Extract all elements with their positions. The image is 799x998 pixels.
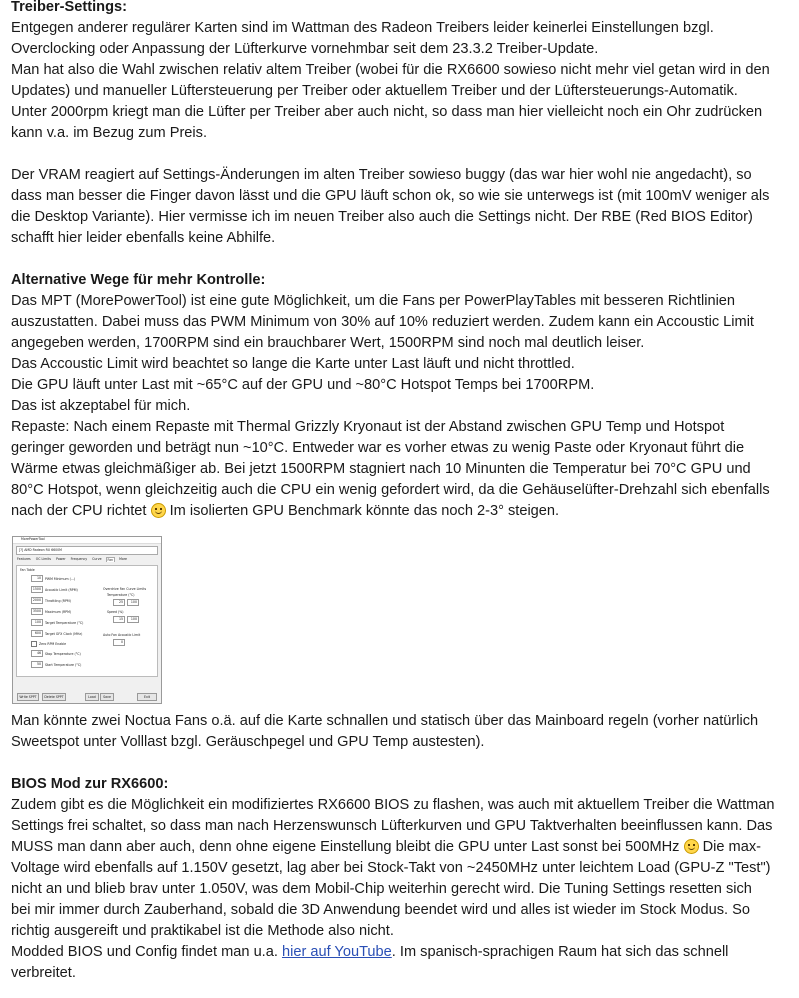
mpt-label: Auto Fan Acoustic Limit xyxy=(103,633,141,637)
paragraph-line xyxy=(11,837,791,858)
mpt-value: 46 xyxy=(31,650,43,657)
mpt-od-temp xyxy=(113,599,139,606)
mpt-label: Zero RPM Enable xyxy=(39,642,67,646)
heading-treiber-settings: Treiber-Settings: xyxy=(11,0,127,15)
mpt-label: Target Temperature (°C) xyxy=(45,620,84,625)
mpt-tab-fan: Fan xyxy=(107,558,114,562)
mpt-value: 600 xyxy=(31,630,43,637)
paragraph-line: Settings frei schaltet, so dass man nach Herzenswunsch Lüfterkurven und GPU Taktverhalten beeinflussen kann. Das xyxy=(11,818,773,834)
mpt-tab: Curve xyxy=(92,557,102,561)
mpt-value: 10 xyxy=(31,575,43,582)
mpt-tab: Features xyxy=(17,557,31,561)
mpt-value: 3500 xyxy=(32,609,41,613)
mpt-label: Overdrive Fan Curve Limits xyxy=(103,587,147,591)
mpt-delete-button[interactable]: Delete SPPT xyxy=(42,693,66,701)
youtube-link[interactable]: hier auf YouTube xyxy=(281,944,392,960)
mpt-row xyxy=(31,641,66,647)
mpt-value: 100 xyxy=(127,616,139,623)
mpt-label: Stop Temperature (°C) xyxy=(45,651,81,656)
mpt-tab: Power xyxy=(56,557,66,561)
mpt-row xyxy=(31,619,83,626)
mpt-value: 100 xyxy=(31,619,43,626)
mpt-row xyxy=(31,630,82,637)
mpt-group-title xyxy=(20,568,35,572)
mpt-label: Start Temperature (°C) xyxy=(45,662,82,667)
mpt-fan-panel xyxy=(16,565,158,677)
mpt-label: Speed (%) xyxy=(107,610,124,614)
checkbox-icon xyxy=(31,641,37,647)
paragraph-line: Repaste: Nach einem Repaste mit Thermal Grizzly Kryonaut ist der Abstand zwischen GPU Temp und Hotspot xyxy=(11,419,725,435)
mpt-od-speed-label xyxy=(107,610,124,614)
mpt-label: Acoustic Limit (RPM) xyxy=(45,587,78,592)
mpt-label: Maximum (RPM) xyxy=(45,609,72,614)
mpt-value: 0 xyxy=(113,639,125,646)
paragraph-line: angegeben werden, 1700RPM sind ein brauchbarer Wert, 1500RPM sind noch mal deutlich leiser. xyxy=(11,335,645,351)
paragraph-gap xyxy=(11,249,791,270)
paragraph-line: Entgegen anderer regulärer Karten sind im Wattman des Radeon Treibers leider keinerlei Einstellungen bzgl. xyxy=(11,20,714,36)
paragraph-line: auszustatten. Dabei muss das PWM Minimum von 30% auf 10% reduziert werden. Zudem kann ein Accoustic Limit xyxy=(11,314,754,330)
paragraph-line: Sweetspot unter Volllast bzgl. Geräuschpegel und GPU Temp austesten). xyxy=(11,734,485,750)
paragraph-line: geringer geworden und beträgt nun ~10°C. Entweder war es vorher etwas zu wenig Paste oder Kryonaut führt die xyxy=(11,440,745,456)
mpt-od-temp-label xyxy=(107,593,135,597)
paragraph-line: Man könnte zwei Noctua Fans o.ä. auf die Karte schnallen und statisch über das Mainboard regeln (vorher natürlich xyxy=(11,713,759,729)
mpt-od-speed xyxy=(113,616,139,623)
mpt-label: Throttling (RPM) xyxy=(45,598,71,603)
text-span: MUSS man dann aber auch, denn ohne eigene Einstellung bleibt die GPU unter Last sonst bei 500MHz xyxy=(11,839,684,855)
paragraph-line: nicht an und blieb brav unter 1.050V, was dem Mobil-Chip weiterhin gerecht wird. Die Tuning Settings resetten sich xyxy=(11,881,752,897)
post-content xyxy=(11,0,791,984)
paragraph-line: dass man besser die Finger davon lässt und die GPU läuft schon ok, so wie sie unterwegs ist (mit 100mV weniger als xyxy=(11,188,770,204)
heading-alternative-wege: Alternative Wege für mehr Kontrolle: xyxy=(11,272,266,288)
text-span: Im isolierten GPU Benchmark könnte das noch 2-3° steigen. xyxy=(165,503,560,519)
paragraph-line: bei mir immer durch Zauberhand, sobald die 3D Anwendung beendet wird und alles ist wieder im Stock Modus. So xyxy=(11,902,750,918)
paragraph-line: verbreitet. xyxy=(11,965,76,981)
mpt-value: 2000 xyxy=(32,598,41,602)
mpt-label: Temperature (°C) xyxy=(107,593,135,597)
paragraph-line: Man hat also die Wahl zwischen relativ altem Treiber (wobei für die RX6600 sowieso nicht mehr viel getan wird in den xyxy=(11,62,770,78)
mpt-load-button[interactable]: Load xyxy=(85,693,99,701)
paragraph-line xyxy=(11,942,791,963)
mpt-tab: Frequency xyxy=(70,557,88,561)
paragraph-line: Voltage wird ebenfalls auf 1.150V gesetzt, lag aber bei Stock-Takt von ~2450MHz unter leichtem Load (GPU-Z "Test") xyxy=(11,860,771,876)
mpt-exit-button[interactable]: Exit xyxy=(137,693,157,701)
paragraph-gap xyxy=(11,144,791,165)
heading-bios-mod: BIOS Mod zur RX6600: xyxy=(11,776,169,792)
mpt-row xyxy=(31,661,81,668)
mpt-value: 1500 xyxy=(32,587,41,591)
mpt-label: Fan Table xyxy=(20,568,35,572)
paragraph-line: Wärme etwas gleichmäßiger ab. Bei jetzt 1500RPM stagniert nach 10 Minunten die Temperatur bei 70°C GPU und xyxy=(11,461,751,477)
paragraph-gap xyxy=(11,753,791,774)
mpt-label: PWM Minimum (...) xyxy=(45,576,76,581)
text-span: Die max- xyxy=(698,839,761,855)
paragraph-line: Zudem gibt es die Möglichkeit ein modifiziertes RX6600 BIOS zu flashen, was auch mit aktuellem Treiber die Wattman xyxy=(11,797,775,813)
text-span: Modded BIOS und Config findet man u.a. xyxy=(11,944,282,960)
mpt-row xyxy=(31,597,71,604)
mpt-tabs xyxy=(16,557,158,562)
mpt-value: 25 xyxy=(113,599,125,606)
mpt-titlebar: MorePowerTool xyxy=(13,537,161,544)
mpt-tab: OC Limits xyxy=(35,557,52,561)
paragraph-line xyxy=(11,501,791,522)
mpt-save-button[interactable]: Save xyxy=(100,693,114,701)
paragraph-line: Das ist akzeptabel für mich. xyxy=(11,398,191,414)
paragraph-line: Overclocking oder Anpassung der Lüfterkurve vornehmbar seit dem 23.3.2 Treiber-Update. xyxy=(11,41,599,57)
paragraph-line: kann v.a. im Bezug zum Preis. xyxy=(11,125,208,141)
morepowertool-screenshot[interactable] xyxy=(12,536,162,704)
mpt-auto-label xyxy=(103,633,140,637)
mpt-od-title xyxy=(103,587,146,591)
mpt-row xyxy=(31,608,71,615)
paragraph-line: richtig ausgereift und praktikabel ist die Methode also nicht. xyxy=(11,923,394,939)
paragraph-line: Updates) und manueller Lüftersteuerung per Treiber oder aktuellem Treiber und der Lüftersteuerungs-Automatik. xyxy=(11,83,738,99)
paragraph-line: 80°C Hotspot, wenn gleichzeitig auch die CPU ein wenig gefordert wird, da die Gehäuselüfter-Drehzahl sich ebenfalls xyxy=(11,482,770,498)
mpt-row xyxy=(31,586,78,593)
paragraph-line: Das Accoustic Limit wird beachtet so lange die Karte unter Last läuft und nicht throttled. xyxy=(11,356,575,372)
mpt-value: 15 xyxy=(113,616,125,623)
text-span: . Im spanisch-sprachigen Raum hat sich das schnell xyxy=(391,944,729,960)
mpt-label: Target GFX Clock (MHz) xyxy=(45,631,83,636)
mpt-write-button[interactable]: Write SPPT xyxy=(17,693,39,701)
mpt-auto xyxy=(113,639,125,646)
paragraph-line: Der VRAM reagiert auf Settings-Änderungen im alten Treiber sowieso buggy (das war hier wohl nie angedacht), so xyxy=(11,167,752,183)
mpt-value: 50 xyxy=(31,661,43,668)
text-span: nach der CPU richtet xyxy=(11,503,151,519)
paragraph-line: schafft hier leider ebenfalls keine Abhilfe. xyxy=(11,230,276,246)
mpt-tab: More xyxy=(119,557,127,561)
mpt-row xyxy=(31,650,81,657)
paragraph-line: Das MPT (MorePowerTool) ist eine gute Möglichkeit, um die Fans per PowerPlayTables mit besseren Richtlinien xyxy=(11,293,736,309)
mpt-value: 100 xyxy=(127,599,139,606)
smiley-icon xyxy=(151,503,166,518)
smiley-icon xyxy=(684,839,699,854)
mpt-device-select: [?] AMD Radeon RX 6600M xyxy=(16,546,158,555)
paragraph-line: Unter 2000rpm kriegt man die Lüfter per Treiber aber auch nicht, so dass man hier vielleicht noch ein Ohr zudrücken xyxy=(11,104,763,120)
mpt-row xyxy=(31,575,75,582)
paragraph-line: Die GPU läuft unter Last mit ~65°C auf der GPU und ~80°C Hotspot Temps bei 1700RPM. xyxy=(11,377,595,393)
paragraph-line: die Desktop Variante). Hier vermisse ich im neuen Treiber also auch die Settings nicht. Der RBE (Red BIOS Editor) xyxy=(11,209,753,225)
